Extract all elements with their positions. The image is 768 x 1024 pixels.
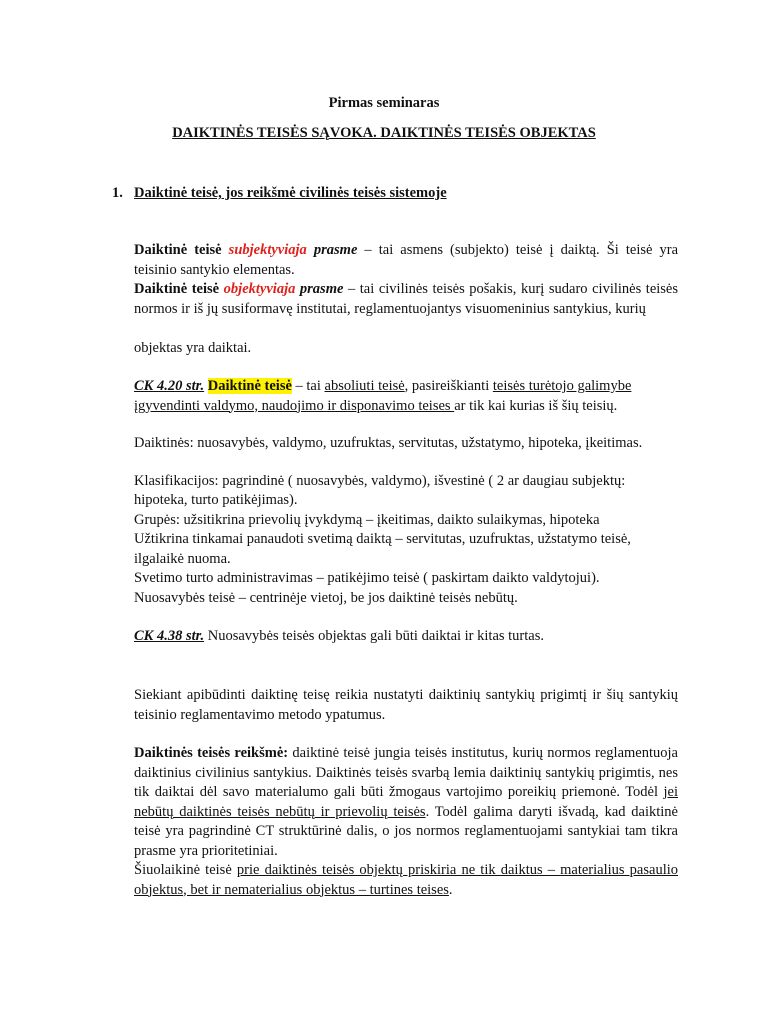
term-lead: Daiktinė teisė: [134, 242, 222, 258]
text-fragment: , pasireiškianti: [404, 378, 493, 394]
paragraph-text: – tai civilinės teisės pošakis, kurį sudaro civilinės teisės normos ir iš jų susiformavę institutai, reglamentuojantys visuomeninius santykius, kurių: [134, 281, 679, 317]
classification-line-7: Nuosavybės teisė – centrinėje vietoj, be jos daiktinė teisės nebūtų.: [134, 590, 518, 606]
paragraph-reiksme: [134, 744, 678, 861]
document-title: Pirmas seminaras: [328, 95, 440, 111]
term-red: objektyviaja: [223, 281, 296, 297]
underlined-text: jei nebūtų daiktinės teisės nebūtų ir prievolių teisės: [134, 784, 678, 820]
classification-line-1: Klasifikacijos: pagrindinė ( nuosavybės, valdymo), išvestinė ( 2 ar daugiau subjektų:: [134, 473, 626, 489]
article-reference: CK 4.38 str.: [134, 628, 205, 644]
text-fragment: ar tik kai kurias iš šių teisių.: [454, 397, 618, 414]
text-fragment: .: [448, 881, 453, 898]
underlined-text: absoliuti teisė: [324, 378, 405, 394]
section-heading: Daiktinė teisė, jos reikšmė civilinės teisės sistemoje: [134, 185, 447, 201]
paragraph-siuolaikine: [134, 861, 678, 900]
classification-line-4: Užtikrina tinkamai panaudoti svetimą daiktą – servitutas, uzufruktas, užstatymo teisė,: [134, 531, 631, 547]
term-lead: Daiktinė teisė: [134, 281, 220, 297]
underlined-text: teisės turėtojo galimybe įgyvendinti valdymo, naudojimo ir disponavimo teises: [134, 378, 632, 414]
paragraph-ck438: [134, 627, 678, 647]
text-fragment: . Todėl galima daryti išvadą, kad daiktinė teisė yra pagrindinė CT struktūrinė dalis, o jos normos reglamentuojami santykiai tam tikra prasme yra prioritetiniai.: [134, 803, 678, 859]
text-fragment: daiktinė teisė jungia teisės institutus, kurių normos reglamentuoja daiktinius civilinius santykius. Daiktinės teisės svarbą lemia daiktinių santykių prigimtis, nes tik daiktai dėl savo materialumo gali būti žmogaus vartojimo poreikių priemonė. Todėl: [134, 745, 678, 800]
term-prasme: prasme: [313, 242, 358, 258]
underlined-text: prie daiktinės teisės objektų priskiria ne tik daiktus – materialius pasaulio objektus, bet ir nematerialius objektus – turtines teises: [134, 862, 678, 898]
kinds-list: Daiktinės: nuosavybės, valdymo, uzufruktas, servitutas, užstatymo, hipoteka, įkeitimas.: [134, 435, 643, 451]
classification-line-3: Grupės: užsitikrina prievolių įvykdymą – įkeitimas, daikto sulaikymas, hipoteka: [134, 512, 600, 528]
term-red: subjektyviaja: [228, 242, 307, 258]
classification-line-5: ilgalaikė nuoma.: [134, 551, 231, 567]
text-fragment: Šiuolaikinė teisė: [134, 862, 237, 878]
classification-line-6: Svetimo turto administravimas – patikėjimo teisė ( paskirtam daikto valdytojui).: [134, 570, 600, 586]
highlighted-term: Daiktinė teisė: [207, 378, 292, 394]
paragraph-text: – tai asmens (subjekto) teisė į daiktą. Ši teisė yra teisinio santykio elementas.: [134, 242, 679, 278]
paragraph-siekiant: Siekiant apibūdinti daiktinę teisę reikia nustatyti daiktinių santykių prigimtį ir šių santykių teisinio reglamentavimo metodo ypatumus.: [134, 687, 678, 723]
term-prasme: prasme: [299, 281, 344, 297]
paragraph-subjective: [134, 241, 678, 280]
classification-line-2: hipoteka, turto patikėjimas).: [134, 492, 298, 508]
paragraph-objective-end: objektas yra daiktai.: [134, 340, 252, 356]
article-reference: CK 4.20 str.: [134, 378, 205, 394]
section-number: 1.: [112, 185, 123, 201]
document-subtitle: DAIKTINĖS TEISĖS SĄVOKA. DAIKTINĖS TEISĖS OBJEKTAS: [172, 125, 596, 141]
text-fragment: – tai: [291, 378, 325, 394]
text-fragment: Nuosavybės teisės objektas gali būti daiktai ir kitas turtas.: [204, 628, 544, 644]
paragraph-ck420: [134, 377, 674, 416]
paragraph-objective: [134, 280, 678, 319]
reiksme-lead: Daiktinės teisės reikšmė:: [134, 745, 289, 761]
